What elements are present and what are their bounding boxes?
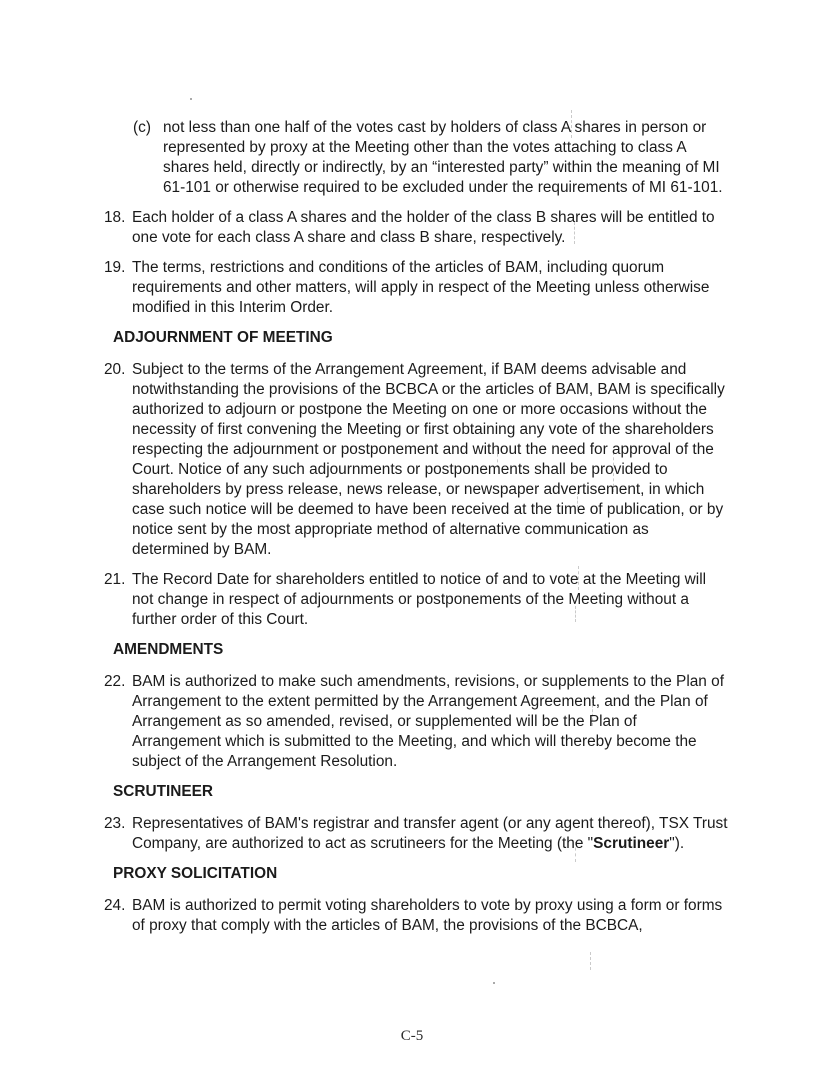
item-marker: 18.: [104, 209, 126, 226]
item-text: The terms, restrictions and conditions of the articles of BAM, including quorum requirements and other matters, will apply in respect of the Meeting unless otherwise modified in this Interim Order.: [132, 259, 710, 316]
page-number: C-5: [400, 1028, 424, 1044]
item-marker: 23.: [104, 815, 126, 832]
section-heading-proxy-solicitation: PROXY SOLICITATION: [113, 865, 278, 882]
section-heading-scrutineer: SCRUTINEER: [113, 783, 214, 800]
list-item-18: [104, 208, 728, 248]
item-text: [132, 814, 728, 854]
item-marker: 19.: [104, 259, 126, 276]
item-marker: 21.: [104, 571, 126, 588]
item-text-run: Representatives of BAM's registrar and transfer agent (or any agent thereof), TSX Trust Company, are authorized to act as scrutineers for the Meeting (the ": [132, 815, 728, 852]
item-text: BAM is authorized to make such amendments, revisions, or supplements to the Plan of Arrangement to the extent permitted by the Arrangement Agreement, and the Plan of Arrangement as so amended, revised, or supplemented will be the Plan of Arrangement which is submitted to the Meeting, and which will thereby become the subject of the Arrangement Resolution.: [132, 673, 724, 770]
section-heading-amendments: AMENDMENTS: [113, 641, 224, 658]
item-text: The Record Date for shareholders entitled to notice of and to vote at the Meeting will not change in respect of adjournments or postponements of the Meeting without a further order of this Court.: [132, 571, 707, 628]
list-item-22: [104, 672, 728, 772]
section-heading-adjournment-of-meeting: ADJOURNMENT OF MEETING: [113, 329, 333, 346]
list-item-23: [104, 814, 728, 854]
item-text-run: ").: [669, 835, 685, 852]
item-text: Each holder of a class A shares and the holder of the class B shares will be entitled to one vote for each class A share and class B share, respectively.: [132, 209, 715, 246]
item-text: Subject to the terms of the Arrangement Agreement, if BAM deems advisable and notwithstanding the provisions of the BCBCA or the articles of BAM, BAM is specifically authorized to adjourn or postpone the Meeting on one or more occasions without the necessity of first convening the Meeting or first obtaining any vote of the shareholders respecting the adjournment or postponement and without the need for approval of the Court. Notice of any such adjournments or postponements shall be provided to shareholders by press release, news release, or newspaper advertisement, in which case such notice will be deemed to have been received at the time of publication, or by notice sent by the most appropriate method of alternative communication as determined by BAM.: [132, 361, 725, 558]
scan-artifact: [493, 982, 495, 984]
scan-artifact: [590, 952, 591, 970]
item-marker: (c): [133, 119, 151, 136]
item-marker: 20.: [104, 361, 126, 378]
item-marker: 24.: [104, 897, 126, 914]
list-item-c: [133, 118, 728, 198]
scan-artifact: [190, 98, 192, 100]
item-text: not less than one half of the votes cast by holders of class A shares in person or represented by proxy at the Meeting other than the votes attaching to class A shares held, directly or indirectly, by an “interested party” within the meaning of MI 61-101 or otherwise required to be excluded under the requirements of MI 61-101.: [163, 119, 723, 196]
list-item-24: [104, 896, 728, 936]
item-text: BAM is authorized to permit voting shareholders to vote by proxy using a form or forms of proxy that comply with the articles of BAM, the provisions of the BCBCA,: [132, 897, 723, 934]
item-marker: 22.: [104, 673, 126, 690]
item-text-bold: Scrutineer: [593, 835, 670, 852]
list-item-20: [104, 360, 728, 560]
document-body: [104, 118, 728, 946]
list-item-21: [104, 570, 728, 630]
list-item-19: [104, 258, 728, 318]
